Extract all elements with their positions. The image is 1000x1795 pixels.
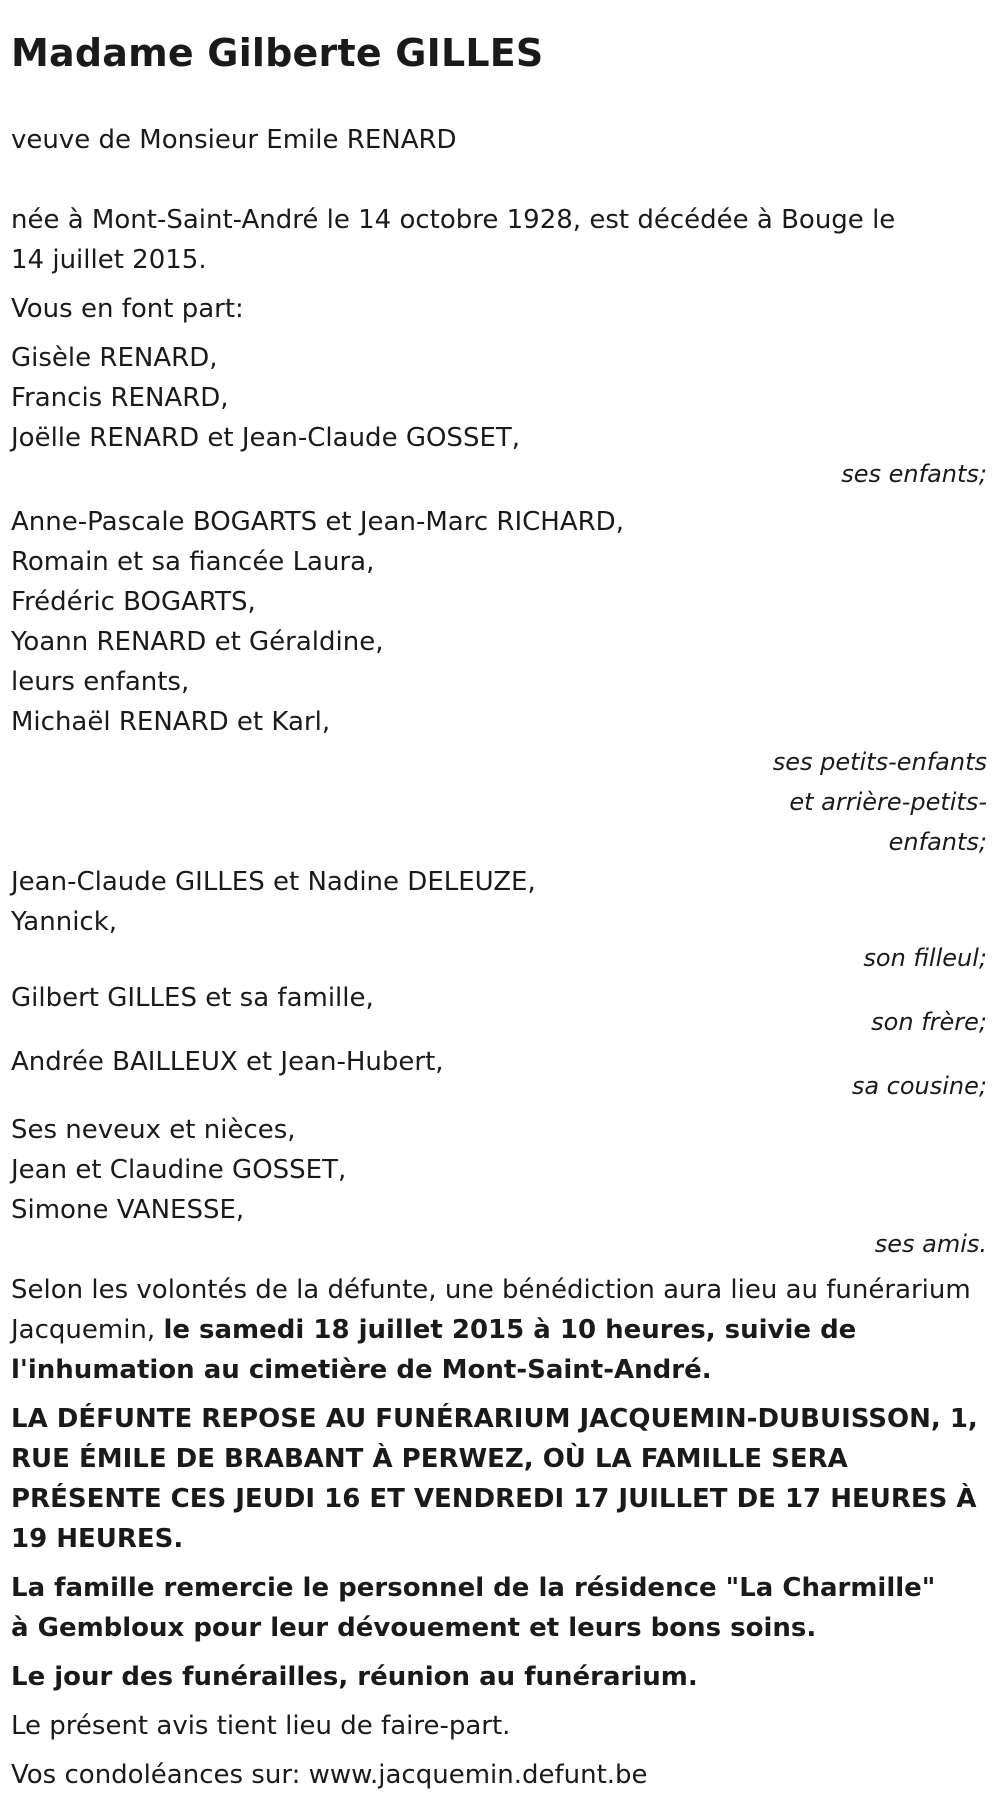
family-name: Gilbert GILLES et sa famille,: [11, 983, 374, 1013]
cousin-group: [11, 1042, 987, 1106]
role-label: [727, 742, 987, 862]
notice-text: Le présent avis tient lieu de faire-part.: [11, 1711, 511, 1741]
thanks-text: La famille remercie le personnel de la résidence "La Charmille" à Gembloux pour leur dévouement et leurs bons soins.: [11, 1573, 936, 1643]
brother-group: [11, 978, 987, 1042]
godson-group: [11, 862, 987, 978]
intro-text: Vous en font part:: [11, 294, 244, 324]
repose-text: LA DÉFUNTE REPOSE AU FUNÉRARIUM JACQUEMIN-DUBUISSON, 1, RUE ÉMILE DE BRABANT À PERWEZ, OÙ LA FAMILLE SERA PRÉSENTE CES JEUDI 16 ET VENDREDI 17 JUILLET DE 17 HEURES À 19 HEURES.: [11, 1404, 978, 1554]
role-label: son frère;: [871, 1008, 987, 1036]
ceremony-bold: le samedi 18 juillet 2015 à 10 heures, suivie de l'inhumation au cimetière de Mont-Saint-André.: [11, 1315, 857, 1385]
obituary-column: [11, 28, 987, 1795]
grandchildren-group: [11, 502, 987, 862]
role-label-line: enfants;: [888, 828, 987, 856]
ceremony-plain: Selon les volontés de la défunte, une bénédiction aura lieu au funérarium Jacquemin,: [11, 1275, 971, 1345]
family-name: Jean et Claudine GOSSET,: [11, 1155, 347, 1185]
role-label: ses enfants;: [841, 460, 987, 488]
birth-death-text: née à Mont-Saint-André le 14 octobre 1928, est décédée à Bouge le 14 juillet 2015.: [11, 205, 896, 275]
role-label-line: et arrière-petits-: [789, 788, 987, 816]
family-name: Andrée BAILLEUX et Jean-Hubert,: [11, 1047, 444, 1077]
reunion-text: Le jour des funérailles, réunion au funérarium.: [11, 1662, 698, 1692]
page-title: Madame Gilberte GILLES: [11, 31, 544, 75]
family-name: Simone VANESSE,: [11, 1195, 245, 1225]
role-label: ses amis.: [874, 1230, 987, 1258]
family-name: Romain et sa fiancée Laura,: [11, 547, 375, 577]
family-name: Gisèle RENARD,: [11, 343, 218, 373]
role-label: son filleul;: [863, 944, 987, 972]
family-name: Joëlle RENARD et Jean-Claude GOSSET,: [11, 423, 521, 453]
family-name: Ses neveux et nièces,: [11, 1115, 296, 1145]
children-group: [11, 338, 987, 494]
family-name: leurs enfants,: [11, 667, 190, 697]
ceremony-text: [11, 1270, 1000, 1390]
family-name: Michaël RENARD et Karl,: [11, 707, 331, 737]
family-name: Anne-Pascale BOGARTS et Jean-Marc RICHARD,: [11, 507, 624, 537]
family-name: Jean-Claude GILLES et Nadine DELEUZE,: [11, 867, 536, 897]
role-label-line: ses petits-enfants: [772, 748, 987, 776]
family-name: Yannick,: [11, 907, 118, 937]
family-name: Frédéric BOGARTS,: [11, 587, 256, 617]
widow-line: veuve de Monsieur Emile RENARD: [11, 125, 457, 155]
role-label: sa cousine;: [851, 1072, 987, 1100]
family-name: Francis RENARD,: [11, 383, 229, 413]
family-name: Yoann RENARD et Géraldine,: [11, 627, 384, 657]
condolences-text: Vos condoléances sur: www.jacquemin.defunt.be: [11, 1760, 648, 1790]
friends-group: [11, 1110, 987, 1264]
